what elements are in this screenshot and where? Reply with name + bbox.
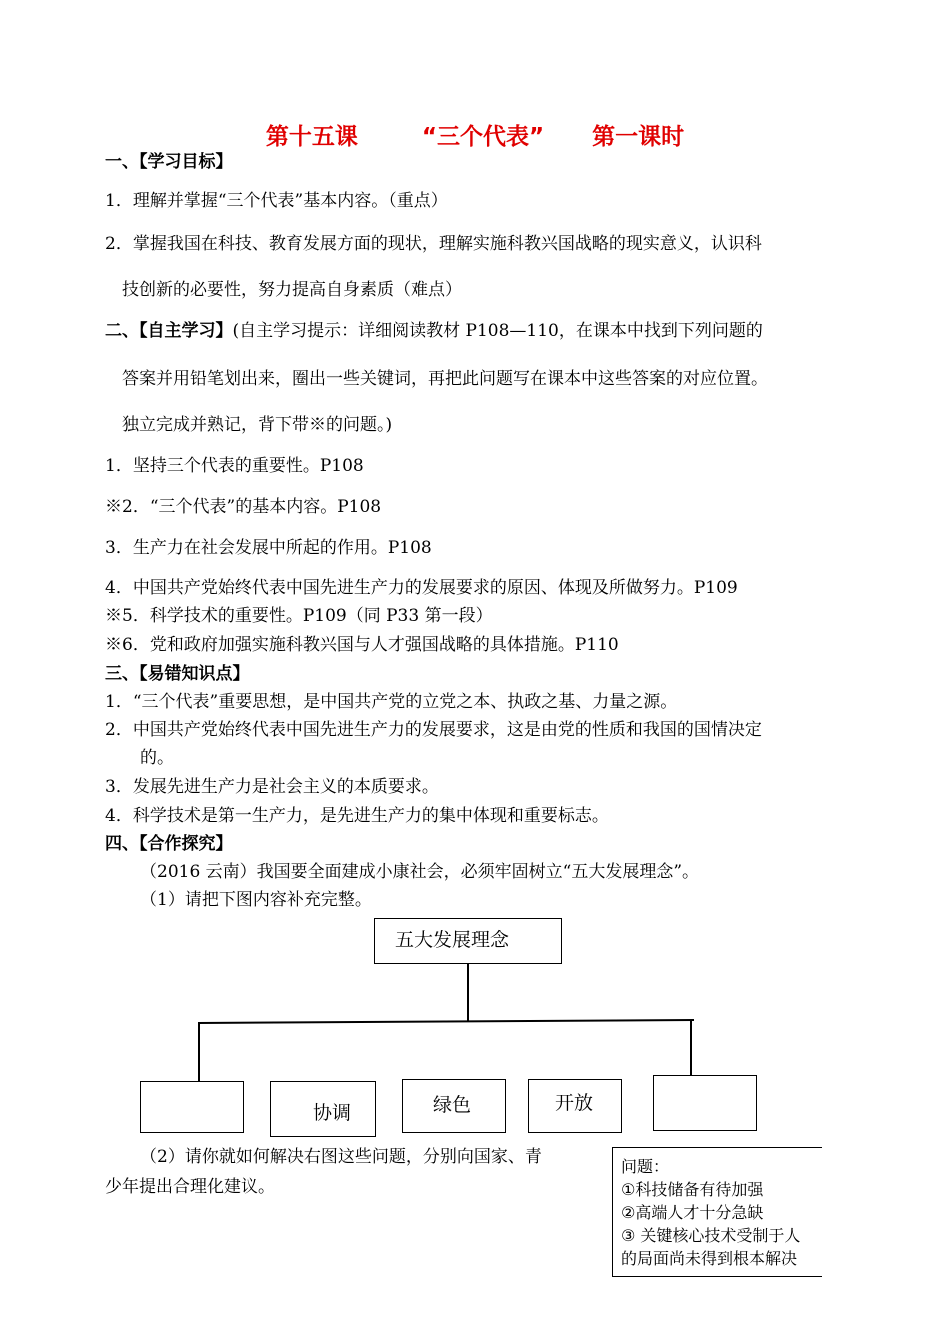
error-item-1: 1．“三个代表”重要思想，是中国共产党的立党之本、执政之基、力量之源。 bbox=[105, 692, 678, 712]
question-2-line-1: （2）请你就如何解决右图这些问题，分别向国家、青 bbox=[140, 1147, 542, 1167]
diagram-branch-left bbox=[198, 1023, 200, 1081]
diagram-branch-right bbox=[690, 1021, 692, 1075]
study-item-3: 3．生产力在社会发展中所起的作用。P108 bbox=[105, 538, 432, 558]
question-1: （1）请把下图内容补充完整。 bbox=[140, 890, 372, 910]
goal-item-1: 1．理解并掌握“三个代表”基本内容。（重点） bbox=[105, 191, 448, 211]
concept-box-coordination: 协调 bbox=[270, 1081, 376, 1137]
problem-item-1: ①科技储备有待加强 bbox=[621, 1180, 764, 1199]
problem-item-3: ③ 关键核心技术受制于人 bbox=[621, 1226, 801, 1245]
study-item-2: ※2．“三个代表”的基本内容。P108 bbox=[105, 497, 382, 517]
self-study-hint: (自主学习提示：详细阅读教材 P108—110，在课本中找到下列问题的 bbox=[232, 321, 763, 341]
section-4-heading: 四、【合作探究】 bbox=[105, 834, 233, 854]
page-title: 第十五课 “三个代表” 第一课时 bbox=[265, 124, 685, 150]
study-item-5: ※5．科学技术的重要性。P109（同 P33 第一段） bbox=[105, 606, 493, 626]
diagram-root-box: 五大发展理念 bbox=[374, 918, 562, 964]
problems-box bbox=[612, 1147, 822, 1277]
study-item-6: ※6．党和政府加强实施科教兴国与人才强国战略的具体措施。P110 bbox=[105, 635, 619, 655]
concept-box-green: 绿色 bbox=[402, 1079, 506, 1133]
error-item-2: 2．中国共产党始终代表中国先进生产力的发展要求，这是由党的性质和我国的国情决定 bbox=[105, 720, 762, 740]
diagram-branch-line bbox=[198, 1019, 694, 1024]
goal-item-2-cont: 技创新的必要性，努力提高自身素质（难点） bbox=[122, 280, 462, 300]
diagram-trunk-line bbox=[467, 964, 469, 1022]
cooperation-intro: （2016 云南）我国要全面建成小康社会，必须牢固树立“五大发展理念”。 bbox=[140, 862, 700, 882]
section-2-line bbox=[105, 320, 763, 342]
concept-box-blank-1[interactable] bbox=[140, 1081, 244, 1133]
self-study-hint-3: 独立完成并熟记，背下带※的问题。) bbox=[122, 415, 393, 435]
problems-title: 问题： bbox=[621, 1157, 670, 1176]
error-item-3: 3．发展先进生产力是社会主义的本质要求。 bbox=[105, 777, 439, 797]
problem-item-2: ②高端人才十分急缺 bbox=[621, 1203, 764, 1222]
study-item-4: 4．中国共产党始终代表中国先进生产力的发展要求的原因、体现及所做努力。P109 bbox=[105, 578, 738, 598]
self-study-hint-2: 答案并用铅笔划出来，圈出一些关键词，再把此问题写在课本中这些答案的对应位置。 bbox=[122, 369, 768, 389]
concept-box-open: 开放 bbox=[528, 1079, 622, 1133]
problem-item-3-cont: 的局面尚未得到根本解决 bbox=[621, 1249, 798, 1268]
study-item-1: 1．坚持三个代表的重要性。P108 bbox=[105, 456, 364, 476]
section-2-heading: 二、【自主学习】 bbox=[105, 321, 233, 341]
goal-item-2: 2．掌握我国在科技、教育发展方面的现状，理解实施科教兴国战略的现实意义，认识科 bbox=[105, 234, 762, 254]
concept-box-blank-2[interactable] bbox=[653, 1075, 757, 1131]
section-1-heading: 一、【学习目标】 bbox=[105, 152, 233, 172]
error-item-4: 4．科学技术是第一生产力，是先进生产力的集中体现和重要标志。 bbox=[105, 806, 609, 826]
error-item-2-cont: 的。 bbox=[140, 748, 174, 768]
section-3-heading: 三、【易错知识点】 bbox=[105, 664, 250, 684]
question-2-line-2: 少年提出合理化建议。 bbox=[105, 1177, 275, 1197]
